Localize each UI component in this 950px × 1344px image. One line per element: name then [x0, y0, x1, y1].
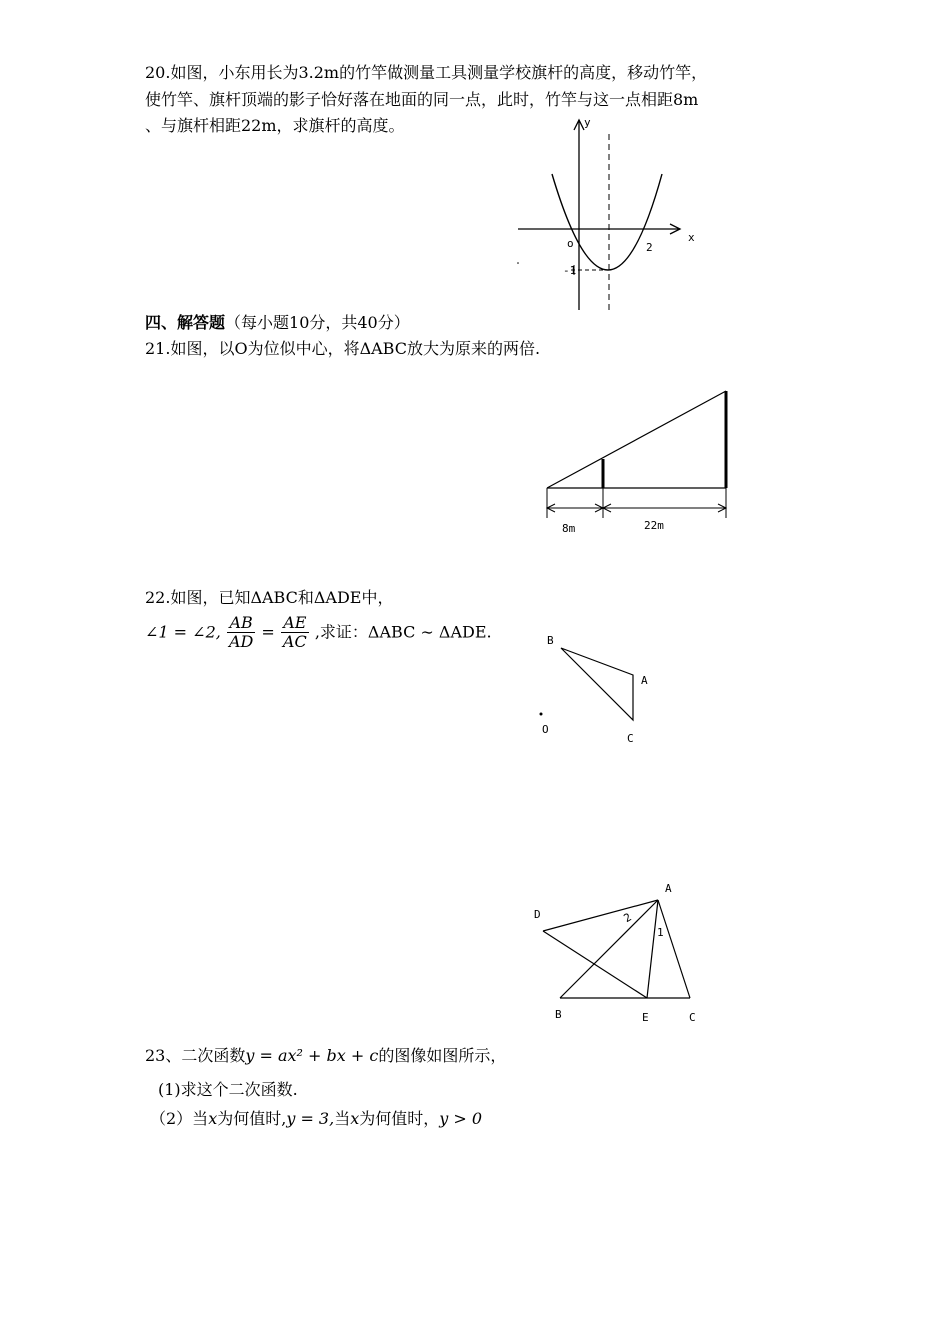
hypotenuse — [547, 391, 726, 488]
frac1-num: AB — [227, 614, 255, 633]
point-o — [540, 713, 543, 716]
frac1-den: AD — [228, 632, 254, 651]
section4-note: （每小题10分，共40分） — [225, 313, 410, 332]
label-c: C — [627, 732, 634, 745]
y-axis-label: y — [584, 116, 591, 129]
q20-line2: 使竹竿、旗杆顶端的影子恰好落在地面的同一点，此时，竹竿与这一点相距8m — [145, 90, 699, 109]
q23-line1 — [145, 1046, 506, 1066]
q23-y-eq: y = 3, — [286, 1109, 335, 1128]
q20-line3: 、与旗杆相距22m，求旗杆的高度。 — [145, 116, 405, 135]
seg-ae — [647, 900, 658, 998]
dist-right-label: 22m — [644, 519, 664, 532]
angle-2-label: 2 — [621, 910, 634, 926]
seg-ac — [658, 900, 690, 998]
frac2-num: AE — [281, 614, 309, 633]
q22-equals: = — [261, 622, 275, 642]
section4-title: 四、解答题 — [145, 313, 226, 332]
q23-part2-d: 为何值时， — [359, 1109, 440, 1128]
parabola-curve — [552, 174, 662, 270]
label-o: O — [542, 723, 549, 736]
pole-figure — [538, 384, 738, 544]
stray-dot — [517, 262, 519, 264]
q22-prove: ,求证：ΔABC ∼ ΔADE. — [314, 622, 492, 642]
label-a: A — [665, 882, 672, 895]
dist-left-label: 8m — [562, 522, 576, 535]
q23-part2-c: 当 — [334, 1109, 351, 1128]
q23-var-x-2: x — [350, 1109, 360, 1128]
x-axis-label: x — [688, 231, 695, 244]
q23-y-gt: y > 0 — [439, 1109, 483, 1128]
q23-equation: y = ax² + bx + c — [245, 1046, 379, 1065]
q23-part2-b: 为何值时, — [217, 1109, 287, 1128]
label-e: E — [642, 1011, 649, 1024]
section4-heading — [145, 313, 410, 333]
parabola-figure — [512, 112, 702, 314]
label-b: B — [555, 1008, 562, 1021]
angle-1-label: 1 — [657, 926, 664, 939]
fraction-ae-ac — [281, 614, 309, 651]
q23-prefix: 23、二次函数 — [145, 1046, 246, 1065]
triangle-abc — [561, 648, 633, 720]
frac2-den: AC — [282, 632, 307, 651]
q21-text: 21.如图，以O为位似中心，将ΔABC放大为原来的两倍. — [145, 339, 541, 358]
label-a: A — [641, 674, 648, 687]
q23-part2-a: （2）当 — [150, 1109, 209, 1128]
q22-angle-cond: ∠1 = ∠2, — [145, 622, 221, 642]
label-d: D — [534, 908, 541, 921]
origin-label: o — [567, 237, 574, 250]
q23-part1: (1)求这个二次函数. — [158, 1080, 298, 1099]
seg-ab — [560, 900, 658, 998]
label-b: B — [547, 634, 554, 647]
label-c: C — [689, 1011, 696, 1024]
triangle-o-figure — [530, 626, 660, 751]
q23-part2 — [150, 1109, 482, 1129]
q22-line1: 22.如图，已知ΔABC和ΔADE中， — [145, 588, 394, 607]
x-tick-label: 2 — [646, 241, 653, 254]
fraction-ab-ad — [227, 614, 255, 651]
similar-triangles-figure — [528, 880, 708, 1025]
q23-var-x-1: x — [208, 1109, 218, 1128]
q20-line1: 20.如图，小东用长为3.2m的竹竿做测量工具测量学校旗杆的高度，移动竹竿， — [145, 63, 708, 82]
seg-ad — [543, 900, 658, 931]
y-tick-label: -1 — [563, 264, 577, 277]
seg-de — [543, 931, 647, 998]
q23-suffix: 的图像如图所示， — [378, 1046, 507, 1065]
q22-condition — [145, 614, 492, 651]
